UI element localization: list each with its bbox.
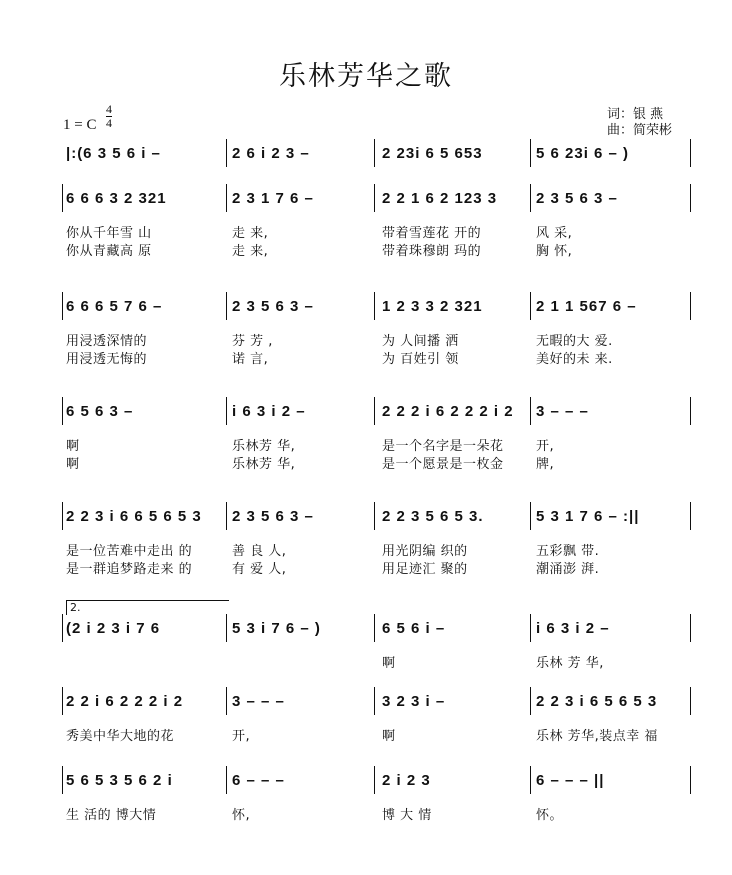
barline bbox=[690, 397, 691, 425]
barline bbox=[530, 397, 531, 425]
barline bbox=[530, 184, 531, 212]
measure-notes: 3 – – – bbox=[536, 403, 589, 420]
barline bbox=[62, 184, 63, 212]
measure-notes: i 6 3 i 2 – bbox=[232, 403, 306, 420]
measure-notes: 6 5 6 3 – bbox=[66, 403, 134, 420]
measure-notes: 6 6 6 5 7 6 – bbox=[66, 298, 163, 315]
lyric-text: 有 爱 人, bbox=[232, 562, 287, 577]
lyric-text: 潮涌澎 湃. bbox=[536, 562, 600, 577]
barline bbox=[226, 184, 227, 212]
lyric-text: 诺 言, bbox=[232, 352, 269, 367]
barline bbox=[690, 292, 691, 320]
lyric-text: 带着珠穆朗 玛的 bbox=[382, 244, 482, 259]
lyric-text: 为 百姓引 领 bbox=[382, 352, 459, 367]
lyric-text: 芬 芳 , bbox=[232, 334, 273, 349]
lyric-text: 怀, bbox=[232, 808, 251, 823]
lyric-text: 啊 bbox=[66, 439, 80, 454]
measure-notes: 3 2 3 i – bbox=[382, 693, 446, 710]
lyric-text: 怀。 bbox=[536, 808, 564, 823]
barline bbox=[690, 766, 691, 794]
measure-notes: 5 3 i 7 6 – ) bbox=[232, 620, 321, 637]
key-signature: 1 = C bbox=[63, 117, 97, 133]
lyric-text: 是一个名字是一朵花 bbox=[382, 439, 504, 454]
barline bbox=[226, 614, 227, 642]
measure-notes: 2 2 1 6 2 123 3 bbox=[382, 190, 498, 207]
barline bbox=[530, 766, 531, 794]
lyric-text: 为 人间播 洒 bbox=[382, 334, 459, 349]
barline bbox=[530, 614, 531, 642]
lyric-text: 风 采, bbox=[536, 226, 573, 241]
measure-notes: 6 5 6 i – bbox=[382, 620, 446, 637]
barline bbox=[374, 292, 375, 320]
lyric-text: 是一群追梦路走来 的 bbox=[66, 562, 193, 577]
lyric-text: 你从千年雪 山 bbox=[66, 226, 152, 241]
barline bbox=[62, 766, 63, 794]
lyric-text: 是一个愿景是一枚金 bbox=[382, 457, 504, 472]
measure-notes: 2 2 3 i 6 6 5 6 5 3 bbox=[66, 508, 202, 525]
measure-notes: (2 i 2 3 i 7 6 bbox=[66, 620, 161, 637]
time-signature-bottom: 4 bbox=[106, 116, 112, 130]
measure-notes: 1 2 3 3 2 321 bbox=[382, 298, 483, 315]
lyric-text: 乐林 芳 华, bbox=[536, 656, 604, 671]
barline bbox=[62, 687, 63, 715]
lyric-text: 无暇的大 爱. bbox=[536, 334, 613, 349]
lyric-text: 你从青藏高 原 bbox=[66, 244, 152, 259]
lyric-text: 用浸透无悔的 bbox=[66, 352, 148, 367]
time-signature bbox=[106, 103, 112, 130]
lyric-text: 善 良 人, bbox=[232, 544, 287, 559]
barline bbox=[374, 397, 375, 425]
measure-notes: |:(6 3 5 6 i – bbox=[66, 145, 161, 162]
barline bbox=[374, 766, 375, 794]
measure-notes: 2 1 1 567 6 – bbox=[536, 298, 637, 315]
composer-credit: 曲：简荣彬 bbox=[607, 123, 673, 138]
measure-notes: 2 3 5 6 3 – bbox=[232, 298, 314, 315]
volta-bracket bbox=[66, 600, 229, 615]
lyric-text: 秀美中华大地的花 bbox=[66, 729, 175, 744]
measure-notes: 6 – – – || bbox=[536, 772, 605, 789]
barline bbox=[530, 292, 531, 320]
barline bbox=[62, 502, 63, 530]
volta-number: 2. bbox=[70, 601, 81, 614]
lyric-text: 胸 怀, bbox=[536, 244, 573, 259]
measure-notes: 2 23i 6 5 653 bbox=[382, 145, 483, 162]
measure-notes: 5 6 23i 6 – ) bbox=[536, 145, 630, 162]
measure-notes: 2 3 1 7 6 – bbox=[232, 190, 314, 207]
lyricist-credit: 词：银 燕 bbox=[607, 107, 664, 122]
barline bbox=[226, 139, 227, 167]
lyric-text: 用足迹汇 聚的 bbox=[382, 562, 468, 577]
lyric-text: 用光阴编 织的 bbox=[382, 544, 468, 559]
measure-notes: 2 3 5 6 3 – bbox=[536, 190, 618, 207]
barline bbox=[226, 687, 227, 715]
barline bbox=[530, 139, 531, 167]
barline bbox=[62, 292, 63, 320]
lyric-text: 啊 bbox=[66, 457, 80, 472]
barline bbox=[62, 397, 63, 425]
measure-notes: 2 2 i 6 2 2 2 i 2 bbox=[66, 693, 184, 710]
measure-notes: 2 6 i 2 3 – bbox=[232, 145, 310, 162]
barline bbox=[530, 687, 531, 715]
lyric-text: 啊 bbox=[382, 656, 396, 671]
barline bbox=[374, 687, 375, 715]
song-title: 乐林芳华之歌 bbox=[279, 61, 453, 92]
barline bbox=[226, 766, 227, 794]
barline bbox=[690, 139, 691, 167]
measure-notes: 6 6 6 3 2 321 bbox=[66, 190, 167, 207]
lyric-text: 是一位苦难中走出 的 bbox=[66, 544, 193, 559]
lyric-text: 开, bbox=[536, 439, 555, 454]
lyric-text: 牌, bbox=[536, 457, 555, 472]
lyric-text: 五彩飘 带. bbox=[536, 544, 600, 559]
barline bbox=[374, 614, 375, 642]
time-signature-top: 4 bbox=[106, 102, 112, 116]
lyric-text: 美好的未 来. bbox=[536, 352, 613, 367]
lyric-text: 走 来, bbox=[232, 226, 269, 241]
measure-notes: 3 – – – bbox=[232, 693, 285, 710]
measure-notes: 5 3 1 7 6 – :|| bbox=[536, 508, 640, 525]
lyric-text: 开, bbox=[232, 729, 251, 744]
measure-notes: i 6 3 i 2 – bbox=[536, 620, 610, 637]
lyric-text: 乐林 芳华,装点幸 福 bbox=[536, 729, 658, 744]
barline bbox=[690, 502, 691, 530]
measure-notes: 2 2 2 i 6 2 2 2 i 2 bbox=[382, 403, 514, 420]
lyric-text: 带着雪莲花 开的 bbox=[382, 226, 482, 241]
barline bbox=[530, 502, 531, 530]
barline bbox=[226, 397, 227, 425]
measure-notes: 6 – – – bbox=[232, 772, 285, 789]
lyric-text: 用浸透深情的 bbox=[66, 334, 148, 349]
measure-notes: 2 2 3 5 6 5 3. bbox=[382, 508, 484, 525]
barline bbox=[226, 502, 227, 530]
measure-notes: 5 6 5 3 5 6 2 i bbox=[66, 772, 173, 789]
barline bbox=[690, 687, 691, 715]
barline bbox=[62, 614, 63, 642]
lyric-text: 博 大 情 bbox=[382, 808, 432, 823]
lyric-text: 生 活的 博大情 bbox=[66, 808, 157, 823]
measure-notes: 2 i 2 3 bbox=[382, 772, 431, 789]
lyric-text: 啊 bbox=[382, 729, 396, 744]
barline bbox=[374, 139, 375, 167]
barline bbox=[226, 292, 227, 320]
measure-notes: 2 2 3 i 6 5 6 5 3 bbox=[536, 693, 658, 710]
barline bbox=[374, 502, 375, 530]
barline bbox=[690, 184, 691, 212]
barline bbox=[374, 184, 375, 212]
barline bbox=[690, 614, 691, 642]
measure-notes: 2 3 5 6 3 – bbox=[232, 508, 314, 525]
lyric-text: 乐林芳 华, bbox=[232, 439, 296, 454]
lyric-text: 走 来, bbox=[232, 244, 269, 259]
lyric-text: 乐林芳 华, bbox=[232, 457, 296, 472]
